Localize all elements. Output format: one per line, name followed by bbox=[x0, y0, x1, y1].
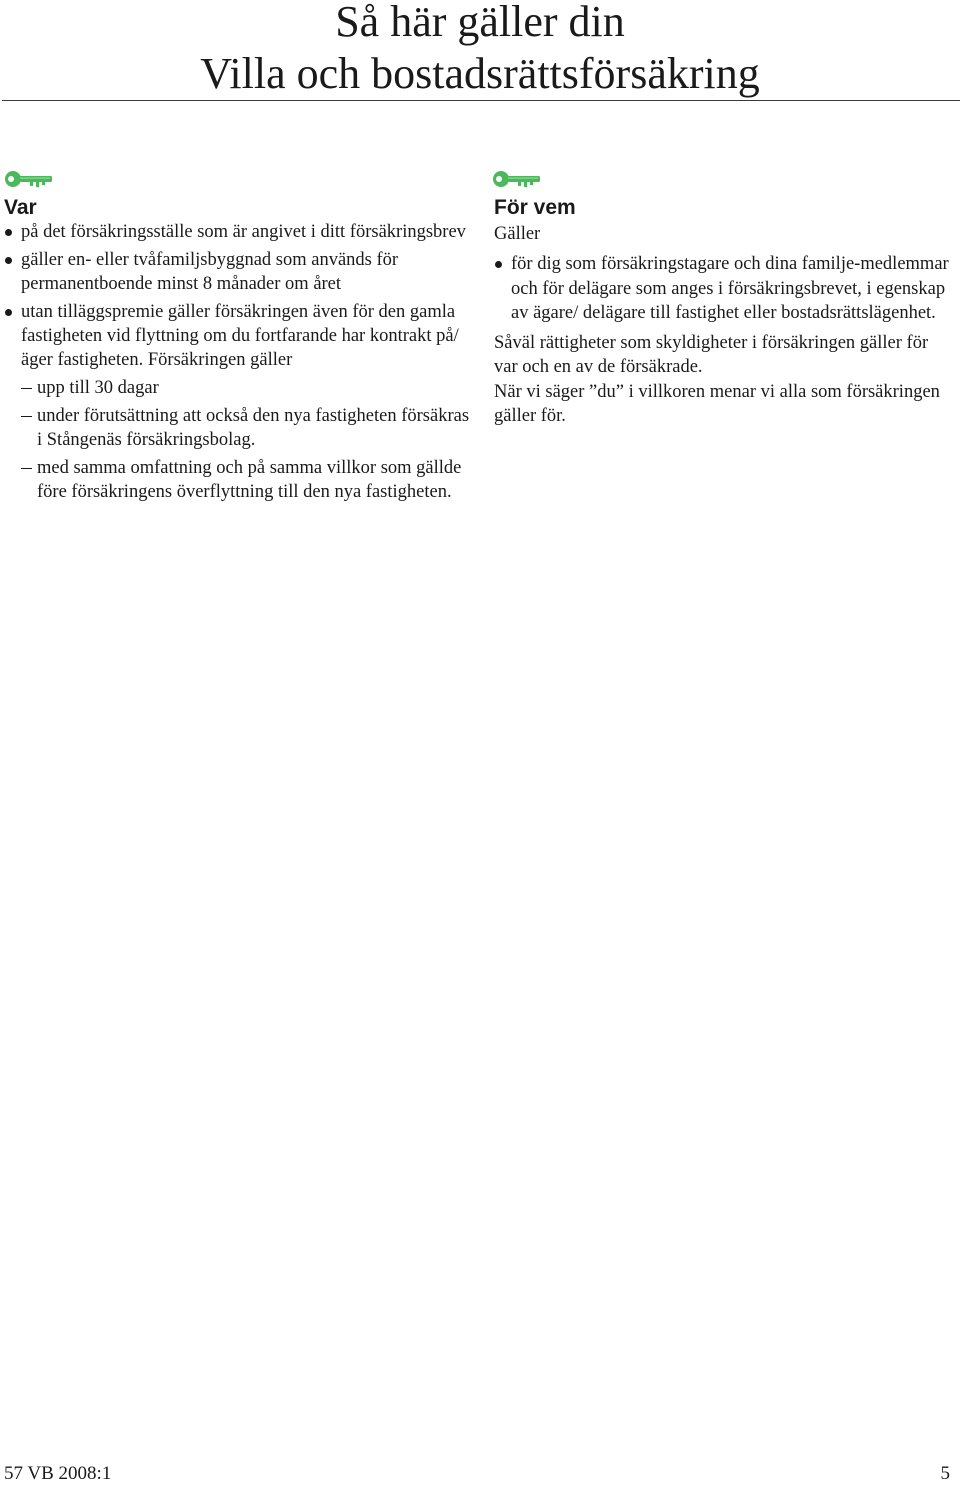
list-item: utan tilläggspremie gäller försäkringen även för den gamla fastigheten vid flyttning om du fortfarande har kontrakt på/äger fastigheten. Försäkringen gäller bbox=[4, 300, 474, 373]
footer-document-code: 57 VB 2008:1 bbox=[4, 1463, 112, 1484]
section-heading-var: Var bbox=[4, 196, 37, 219]
list-item: under förutsättning att också den nya fastigheten försäkras i Stångenäs försäkringsbolag. bbox=[4, 404, 474, 453]
bullet-list bbox=[494, 252, 956, 325]
section-for-vem bbox=[494, 168, 956, 428]
dash-list bbox=[4, 376, 474, 504]
page-title-line-1: Så här gäller din bbox=[335, 0, 625, 46]
key-icon bbox=[492, 168, 542, 190]
page-title bbox=[0, 0, 960, 100]
page-title-line-2: Villa och bostadsrättsförsäkring bbox=[200, 49, 760, 98]
section-var bbox=[4, 168, 474, 508]
list-item: på det försäkringsställe som är angivet i ditt försäkringsbrev bbox=[4, 220, 474, 244]
list-item: gäller en- eller tvåfamiljsbyggnad som används för permanentboende minst 8 månader om året bbox=[4, 248, 474, 297]
title-divider bbox=[2, 100, 960, 101]
paragraph: Såväl rättigheter som skyldigheter i försäkringen gäller för var och en av de försäkrade. bbox=[494, 333, 929, 378]
bullet-list bbox=[4, 220, 474, 373]
section-intro: Gäller bbox=[494, 224, 541, 244]
list-item: för dig som försäkringstagare och dina familje-medlemmar och för delägare som anges i försäkringsbrevet, i egenskap av ägare/ delägare till fastighet eller bostadsrättslägenhet. bbox=[494, 252, 956, 325]
footer-page-number: 5 bbox=[940, 1463, 950, 1484]
paragraph: När vi säger ”du” i villkoren menar vi alla som försäkringen gäller för. bbox=[494, 381, 940, 427]
list-item: med samma omfattning och på samma villkor som gällde före försäkringens överflyttning till den nya fastigheten. bbox=[4, 456, 474, 505]
key-icon bbox=[4, 168, 54, 190]
section-heading-for-vem: För vem bbox=[494, 196, 576, 219]
list-item: upp till 30 dagar bbox=[4, 376, 474, 400]
